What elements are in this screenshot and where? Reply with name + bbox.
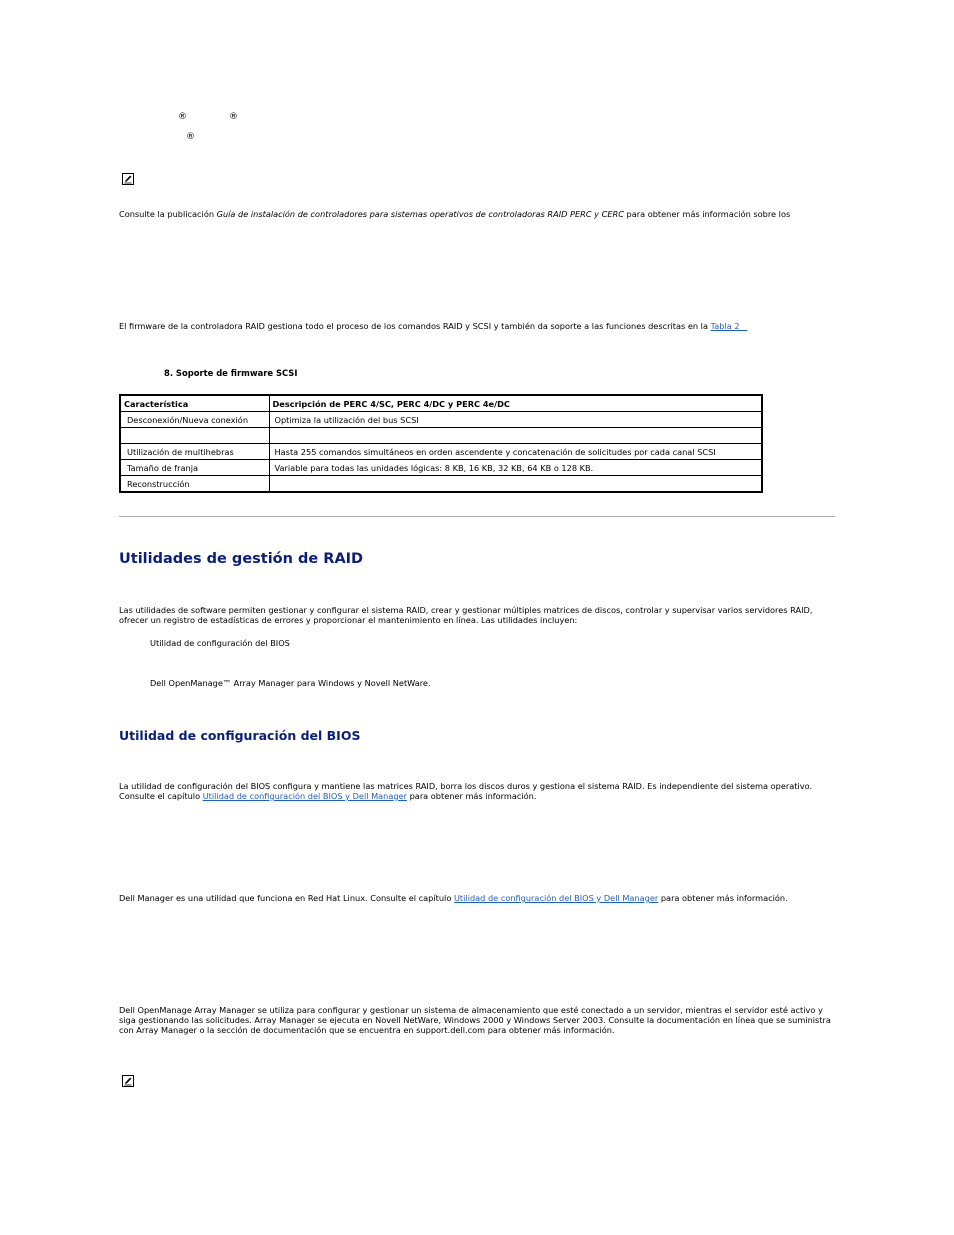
description-cell: Hasta 255 comandos simultáneos en orden ascendente y concatenación de solicitudes por cada canal SCSI [269, 444, 762, 460]
bios-utility-paragraph [119, 781, 835, 801]
bios-text-after: para obtener más información. [407, 791, 537, 801]
bios-text-before: La utilidad de configuración del BIOS configura y mantiene las matrices RAID, borra los discos duros y gestiona el sistema RAID. Es independiente del sistema operativo. Consulte el capítulo [119, 781, 813, 801]
firmware-intro-paragraph [119, 321, 747, 331]
raid-utilities-intro: Las utilidades de software permiten gestionar y configurar el sistema RAID, crear y gestionar múltiples matrices de discos, controlar y supervisar varios servidores RAID, ofrecer un registro de estadísticas de errores y proporcionar el mantenimiento en línea. Las utilidades incluyen: [119, 605, 813, 625]
raid-utilities-heading: Utilidades de gestión de RAID [119, 551, 364, 567]
consult-paragraph [119, 209, 790, 219]
table-2-link[interactable]: Tabla 2 [710, 321, 740, 331]
feature-cell: Utilización de multihebras [120, 444, 269, 460]
utility-list-item: Utilidad de configuración del BIOS [150, 638, 290, 648]
bios-utility-heading: Utilidad de configuración del BIOS [119, 728, 361, 743]
registered-mark: ® [186, 132, 195, 142]
dell-manager-paragraph [119, 893, 835, 903]
description-cell [269, 428, 762, 444]
table-row [120, 444, 762, 460]
note-pencil-icon [122, 1072, 134, 1091]
array-manager-paragraph: Dell OpenManage Array Manager se utiliza para configurar y gestionar un sistema de almacenamiento que esté conectado a un servidor, mientras el servidor esté activo y siga gestionando las solicitudes. Array Manager se ejecuta en Novell NetWare, Windows 2000 y Windows Server 2003. Consulte la documentación en línea que se suministra con Array Manager o la sección de documentación que se encuentra en support.dell.com para obtener más información. [119, 1005, 831, 1035]
firmware-intro-text: El firmware de la controladora RAID gestiona todo el proceso de los comandos RAID y SCSI y también da soporte a las funciones descritas en la [119, 321, 711, 331]
description-cell: Variable para todas las unidades lógicas: 8 KB, 16 KB, 32 KB, 64 KB o 128 KB. [269, 460, 762, 476]
description-cell [269, 476, 762, 493]
registered-mark: ® [178, 112, 187, 122]
feature-cell: Tamaño de franja [120, 460, 269, 476]
feature-cell: Reconstrucción [120, 476, 269, 493]
header-description: Descripción de PERC 4/SC, PERC 4/DC y PERC 4e/DC [269, 395, 762, 412]
feature-cell: Desconexión/Nueva conexión [120, 412, 269, 428]
header-feature: Característica [120, 395, 269, 412]
table-row [120, 476, 762, 493]
dell-manager-text-before: Dell Manager es una utilidad que funciona en Red Hat Linux. Consulte el capítulo [119, 893, 454, 903]
dell-manager-link[interactable]: Utilidad de configuración del BIOS y Dell Manager [453, 893, 659, 903]
table-row [120, 460, 762, 476]
note-pencil-icon [122, 170, 134, 189]
feature-cell [120, 428, 269, 444]
description-cell: Optimiza la utilización del bus SCSI [269, 412, 762, 428]
dell-manager-text-after: para obtener más información. [658, 893, 788, 903]
utility-list-item: Dell OpenManage™ Array Manager para Windows y Novell NetWare. [150, 678, 431, 688]
table-caption: 8. Soporte de firmware SCSI [164, 368, 298, 378]
registered-mark: ® [229, 112, 238, 122]
table-row [120, 412, 762, 428]
section-divider [119, 516, 835, 517]
firmware-support-table [119, 394, 763, 493]
bios-dell-manager-link[interactable]: Utilidad de configuración del BIOS y Dell Manager [202, 791, 407, 801]
table-row [120, 428, 762, 444]
table-2-link-trail[interactable] [740, 321, 748, 331]
consult-text-before: Consulte la publicación [119, 209, 217, 219]
table-header-row [120, 395, 762, 412]
consult-text-after: para obtener más información sobre los [623, 209, 791, 219]
guide-title: Guía de instalación de controladores para sistemas operativos de controladoras RAID PERC y CERC [216, 209, 624, 219]
